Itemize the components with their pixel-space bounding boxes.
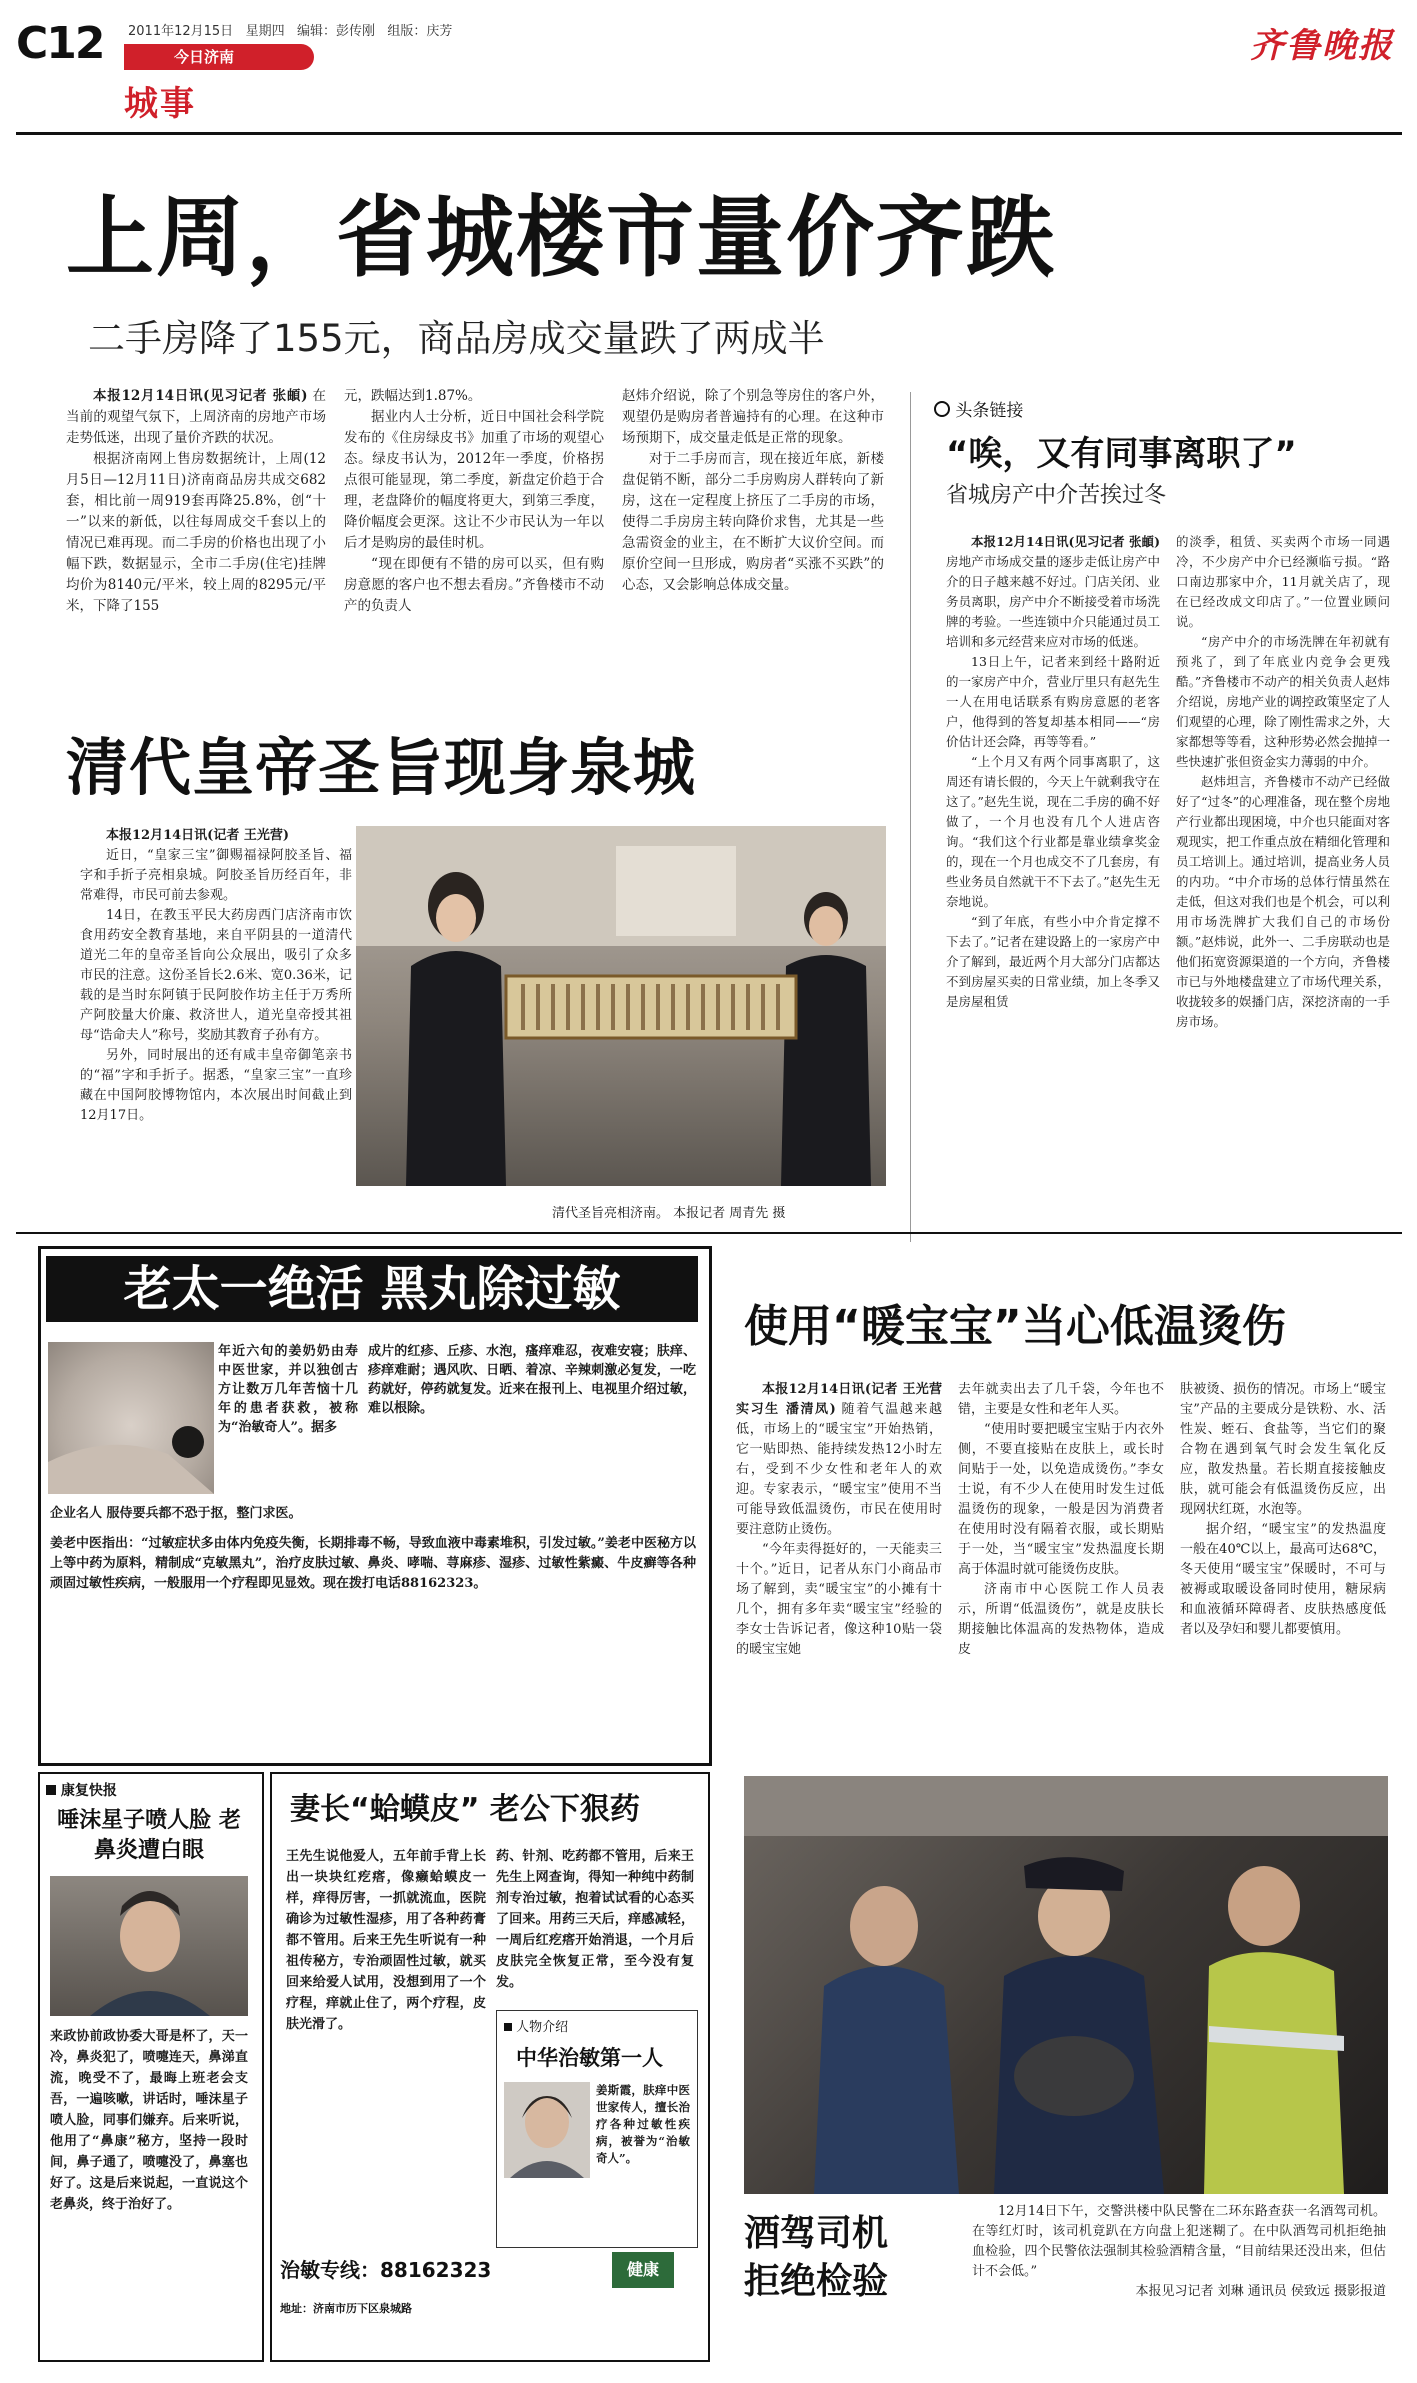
drunk-headline (744, 2210, 888, 2306)
advert-profile-text: 姜斯霞，肤痒中医世家传人，擅长治疗各种过敏性疾病，被誉为“治敏奇人”。 (596, 2083, 690, 2165)
advert-eczema-column-2: 药、针剂、吃药都不管用，后来王先生上网查询，得知一种纯中药制剂专治过敏，抱着试试看的心态买了回来。用药三天后，痒感减轻，一周后红疙瘩开始消退，一个月后皮肤完全恢复正常，至今没有复发。 (496, 1849, 694, 1990)
advert-eczema-column-1: 王先生说他爱人，五年前手背上长出一块块红疙瘩，像癞蛤蟆皮一样，痒得厉害，一抓就流血，医院确诊为过敏性湿疹，用了各种药膏都不管用。后来王先生听说有一种祖传秘方，专治顽固性过敏，就买回来给爱人试用，没想到用了一个疗程，痒就止住了，两个疗程，皮肤光滑了。 (286, 1849, 486, 2032)
sidebar-paragraph: 房地产市场成交量的逐步走低让房产中介的日子越来越不好过。门店关闭、业务员离职，房产中介不断接受着市场洗牌的考验。一些连锁中介只能通过员工培训和多元经营来应对市场的低迷。 (946, 554, 1160, 649)
heat-paragraph: 济南市中心医院工作人员表示，所谓“低温烫伤”，就是皮肤长期接触比体温高的发热物体，造成皮 (958, 1582, 1164, 1657)
drunk-driver-illustration (744, 1776, 1388, 2194)
sidebar-kicker (934, 396, 1023, 421)
lead-paragraph: 在当前的观望气氛下，上周济南的房地产市场走势低迷，出现了量价齐跌的状况。 (66, 388, 326, 446)
lead-subhead: 二手房降了155元，商品房成交量跌了两成半 (88, 317, 825, 360)
heat-paragraph: 肤被烫、损伤的情况。市场上“暖宝宝”产品的主要成分是铁粉、水、活性炭、蛭石、食盐等，当它们的聚合物在遇到氧气时会发生氧化反应，散发热量。若长期直接接触皮肤，就可能会有低温烫伤反应，出现网状红斑，水泡等。 (1180, 1382, 1386, 1517)
lead-column-3 (622, 386, 884, 596)
advert-nose-headline: 唾沫星子喷人脸 老鼻炎遭白眼 (57, 1808, 241, 1863)
section-badge: 今日济南 (124, 44, 314, 70)
masthead-rule (16, 132, 1402, 135)
advert-allergy-mid: 企业名人 服侍要兵都不恐于抠，整门求医。 (50, 1506, 302, 1521)
heat-column-3 (1180, 1380, 1386, 1640)
lead-column-2 (344, 386, 604, 617)
sidebar-kicker-label: 头条链接 (955, 401, 1024, 421)
heat-paragraph: 据介绍，“暖宝宝”的发热温度一般在40℃以上，最高可达68℃，冬天使用“暖宝宝”保暖时，不可与被褥或取暖设备同时使用，糖尿病和血液循环障碍者、皮肤热感度低者以及孕妇和婴儿都要慎用。 (1180, 1522, 1386, 1637)
advert-nose-body: 来政协前政协委大哥是杯了，天一冷，鼻炎犯了，喷嚏连天，鼻涕直流，晚受不了，最晦上班老会支吾，一遍咳嗽，讲话时，唾沫星子喷人脸，同事们嫌弃。后来听说，他用了“鼻康”秘方，坚持一段时间，鼻子通了，喷嚏没了，鼻塞也好了。这是后来说起，一直说这个老鼻炎，终于治好了。 (50, 2029, 248, 2212)
sidebar-headline: “唉，又有同事离职了” (946, 434, 1297, 474)
advert-profile-title: 中华治敏第一人 (516, 2046, 663, 2070)
advert-profile-portrait (504, 2082, 590, 2178)
sidebar-column-1 (946, 532, 1160, 1012)
lead-dateline: 本报12月14日讯(见习记者 张頔) (93, 388, 308, 404)
issue-weekday: 星期四 (245, 24, 285, 39)
square-bullet-icon (504, 2023, 512, 2031)
advert-allergy-headline: 老太一绝活 黑丸除过敏 (46, 1256, 698, 1322)
section-title: 城事 (124, 84, 196, 124)
advert-nose-kicker-label: 康复快报 (60, 1783, 117, 1799)
sidebar-paragraph: “房产中介的市场洗牌在年初就有预兆了，到了年底业内竞争会更残酷。”齐鲁楼市不动产的相关负责人赵炜介绍说，房地产业的调控政策坚定了人们观望的心理，除了刚性需求之外，大家都想等等看，这种形势必然会抛掉一些快速扩张但资金实力薄弱的中介。 (1176, 634, 1390, 769)
edict-photo-illustration (356, 826, 886, 1186)
edict-headline: 清代皇帝圣旨现身泉城 (66, 731, 697, 804)
edict-dateline: 本报12月14日讯(记者 王光营) (106, 828, 290, 843)
sidebar-paragraph: 的淡季，租赁、买卖两个市场一同遇冷，不少房产中介已经濒临亏损。“路口南边那家中介，11月就关店了，现在已经改成文印店了。”一位置业顾问说。 (1176, 534, 1390, 629)
sidebar-paragraph: 13日上午，记者来到经十路附近的一家房产中介，营业厅里只有赵先生一人在用电话联系有购房意愿的老客户，他得到的答复却基本相同——“房价估计还会降，再等等看。” (946, 654, 1160, 749)
edict-paragraph: 14日，在教玉平民大药房西门店济南市饮食用药安全教育基地，来自平阴县的一道清代道光二年的皇帝圣旨向公众展出，吸引了众多市民的注意。这份圣旨长2.6米、宽0.36米，记载的是当时东阿镇于民阿胶作坊主任于万秀所产阿胶量大价廉、救济世人，道光皇帝授其祖母“诰命夫人”称号，奖励其教育子孙有方。 (80, 908, 352, 1043)
lead-paragraph: 元，跌幅达到1.87%。 (344, 388, 482, 404)
drunk-headline-line-2: 拒绝检验 (744, 2261, 889, 2302)
sidebar-paragraph: 赵炜坦言，齐鲁楼市不动产已经做好了“过冬”的心理准备，现在整个房地产行业都出现困境，中介也只能面对客观现实，把工作重点放在精细化管理和员工培训上。通过培训，提高业务人员的内功。“中介市场的总体行情虽然在走低，但这对我们也是个机会，可以利用市场洗牌扩大我们自己的市场份额。”赵炜说，此外一、二手房联动也是他们拓宽资源渠道的一个方向，齐鲁楼市已与外地楼盘建立了市场代理关系，收拢较多的娱播门店，深挖济南的一手房市场。 (1176, 774, 1390, 1029)
advert-nose-portrait (50, 1876, 248, 2016)
advert-profile-kicker (504, 2016, 568, 2035)
edict-caption: 清代圣旨亮相济南。 本报记者 周青先 摄 (552, 1206, 786, 1221)
lead-paragraph: “现在即便有不错的房可以买，但有购房意愿的客户也不想去看房。”齐鲁楼市不动产的负责人 (344, 556, 604, 614)
drunk-credit: 本报见习记者 刘琳 通讯员 侯致远 摄影报道 (1135, 2284, 1386, 2299)
lead-headline: 上周，省城楼市量价齐跌 (66, 186, 1057, 289)
sidebar-dateline: 本报12月14日讯(见习记者 张頔) (971, 534, 1160, 549)
heat-column-1 (736, 1380, 942, 1660)
kicker-dot-icon (934, 401, 950, 417)
sidebar-paragraph: “上个月又有两个同事离职了，这周还有请长假的，今天上午就剩我守在这了。”赵先生说，现在二手房的确不好做了，一个月也没有几个人进店咨询。“我们这个行业都是靠业绩拿奖金的，现在一个月也成交不了几套房，有些业务员自然就干不下去了。”赵先生无奈地说。 (946, 754, 1160, 909)
heat-column-2 (958, 1380, 1164, 1660)
heat-headline: 使用“暖宝宝”当心低温烫伤 (744, 1301, 1286, 1352)
heat-paragraph: “今年卖得挺好的，一天能卖三十个。”近日，记者从东门小商品市场了解到，卖“暖宝宝”的小摊有十几个，拥有多年卖“暖宝宝”经验的李女士告诉记者，像这种10贴一袋的暖宝宝她 (736, 1542, 942, 1657)
edict-paragraph: 另外，同时展出的还有咸丰皇帝御笔亲书的“福”字和手折子。据悉，“皇家三宝”一直珍藏在中国阿胶博物馆内，本次展出时间截止到12月17日。 (80, 1048, 352, 1123)
drunk-text (972, 2202, 1386, 2302)
lead-paragraph: 根据济南网上售房数据统计，上周(12月5日—12月11日)济南商品房共成交682套，相比前一周919套再降25.8%，创“十一”以来的新低，以往每周成交千套以上的情况已难再现。而二手房的价格也出现了小幅下跌，数据显示，全市二手房(住宅)挂牌均价为8140元/平米，较上周的8295元/平米，下降了155 (66, 451, 326, 614)
newspaper-logo: 齐鲁晚报 (1250, 26, 1394, 66)
sidebar-paragraph: “到了年底，有些小中介肯定撑不下去了。”记者在建设路上的一家房产中介了解到，最近两个月大部分门店都达不到房屋买卖的日常业绩，加上冬季又是房屋租赁 (946, 914, 1160, 1009)
issue-date: 2011年12月15日 (128, 24, 234, 39)
column-divider (910, 392, 911, 1242)
edict-photo (356, 826, 886, 1186)
lead-column-1 (66, 386, 326, 617)
drunk-paragraph: 12月14日下午，交警洪楼中队民警在二环东路查获一名酒驾司机。在等红灯时，该司机竟趴在方向盘上犯迷糊了。在中队酒驾司机拒绝抽血检验，四个民警依法强制其检验酒精含量，“目前结果还没出来，但估计不会低。” (972, 2204, 1386, 2279)
advert-hotline: 治敏专线：88162323 (280, 2258, 492, 2282)
advert-address: 地址：济南市历下区泉城路 (280, 2302, 412, 2315)
section-rule (16, 1232, 1402, 1234)
advert-eczema-headline: 妻长“蛤蟆皮” 老公下狠药 (290, 1792, 640, 1827)
advert-brand-badge: 健康 (612, 2252, 674, 2288)
lead-paragraph: 赵炜介绍说，除了个别急等房住的客户外，观望仍是购房者普遍持有的心理。在这种市场预期下，成交量走低是正常的现象。 (622, 388, 884, 446)
lead-paragraph: 对于二手房而言，现在接近年底，新楼盘促销不断，部分二手房购房人群转向了新房，这在一定程度上挤压了二手房的市场，使得二手房房主转向降价求售，尤其是一些急需资金的业主，在不断扩大议价空间。而原价空间一旦形成，购房者“买涨不买跌”的心态，又会影响总体成交量。 (622, 451, 884, 593)
heat-dateline: 本报12月14日讯(记者 王光营 实习生 潘清凤) (736, 1382, 942, 1417)
lead-paragraph: 据业内人士分析，近日中国社会科学院发布的《住房绿皮书》加重了市场的观望心态。绿皮书认为，2012年一季度，价格拐点很可能显现，第二季度，新盘定价趋于合理，老盘降价的幅度将更大，到第三季度，降价幅度会更深。这让不少市民认为一年以后才是购房的最佳时机。 (344, 409, 604, 551)
heat-paragraph: 随着气温越来越低，市场上的“暖宝宝”开始热销，它一贴即热、能持续发热12小时左右，受到不少女性和老年人的欢迎。专家表示，“暖宝宝”使用不当可能导致低温烫伤，市民在使用时要注意防止烫伤。 (736, 1402, 942, 1537)
drunk-headline-line-1: 酒驾司机 (744, 2213, 889, 2254)
advert-allergy-text-right: 成片的红疹、丘疹、水泡，瘙痒难忍，夜难安寝；肤痒、疹痒难耐；遇风吹、日晒、着凉、辛辣刺激必复发，一吃药就好，停药就复发。近来在报刊上、电视里介绍过敏，难以根除。 (368, 1344, 696, 1416)
edict-paragraph: 近日，“皇家三宝”御赐福禄阿胶圣旨、福字和手折子亮相泉城。阿胶圣旨历经百年，非常难得，市民可前去参观。 (80, 848, 352, 903)
layout-credit: 组版：庆芳 (387, 24, 453, 39)
square-bullet-icon (46, 1785, 56, 1795)
advert-hand-photo (48, 1342, 214, 1494)
advert-nose-kicker (46, 1780, 117, 1800)
heat-paragraph: 去年就卖出去了几千袋，今年也不错，主要是女性和老年人买。 (958, 1382, 1164, 1417)
edict-text (80, 826, 352, 1126)
heat-paragraph: “使用时要把暖宝宝贴于内衣外侧，不要直接贴在皮肤上，或长时间贴于一处，以免造成烫伤。”李女士说，有不少人在使用时发生过低温烫伤的现象，一般是因为消费者在使用时没有隔着衣服，或长期贴于一处，当“暖宝宝”发热温度长期高于体温时就可能烫伤皮肤。 (958, 1422, 1164, 1577)
advert-allergy-body: 姜老中医指出：“过敏症状多由体内免疫失衡，长期排毒不畅，导致血液中毒素堆积，引发过敏。”姜老中医秘方以上等中药为原料，精制成“克敏黑丸”，治疗皮肤过敏、鼻炎、哮喘、荨麻疹、湿疹、过敏性紫癜、牛皮癣等各种顽固过敏性疾病，一般服用一个疗程即见显效。现在拨打电话88162323。 (50, 1536, 696, 1591)
advert-allergy-text-top: 年近六旬的姜奶奶由寿中医世家，并以独创古方让数万几年苦恼十几年的患者获救，被称为“治敏奇人”。据多 (218, 1344, 358, 1435)
person-illustration (50, 1876, 248, 2016)
sidebar-column-2 (1176, 532, 1390, 1032)
drunk-driver-photo (744, 1776, 1388, 2194)
masthead-info (128, 20, 452, 39)
page-number: C12 (16, 18, 104, 69)
editor-credit: 编辑：彭传刚 (297, 24, 376, 39)
doctor-illustration (504, 2082, 590, 2178)
advert-profile-kicker-label: 人物介绍 (516, 2020, 569, 2035)
pill-icon (48, 1342, 214, 1494)
sidebar-subhead: 省城房产中介苦挨过冬 (946, 483, 1167, 508)
